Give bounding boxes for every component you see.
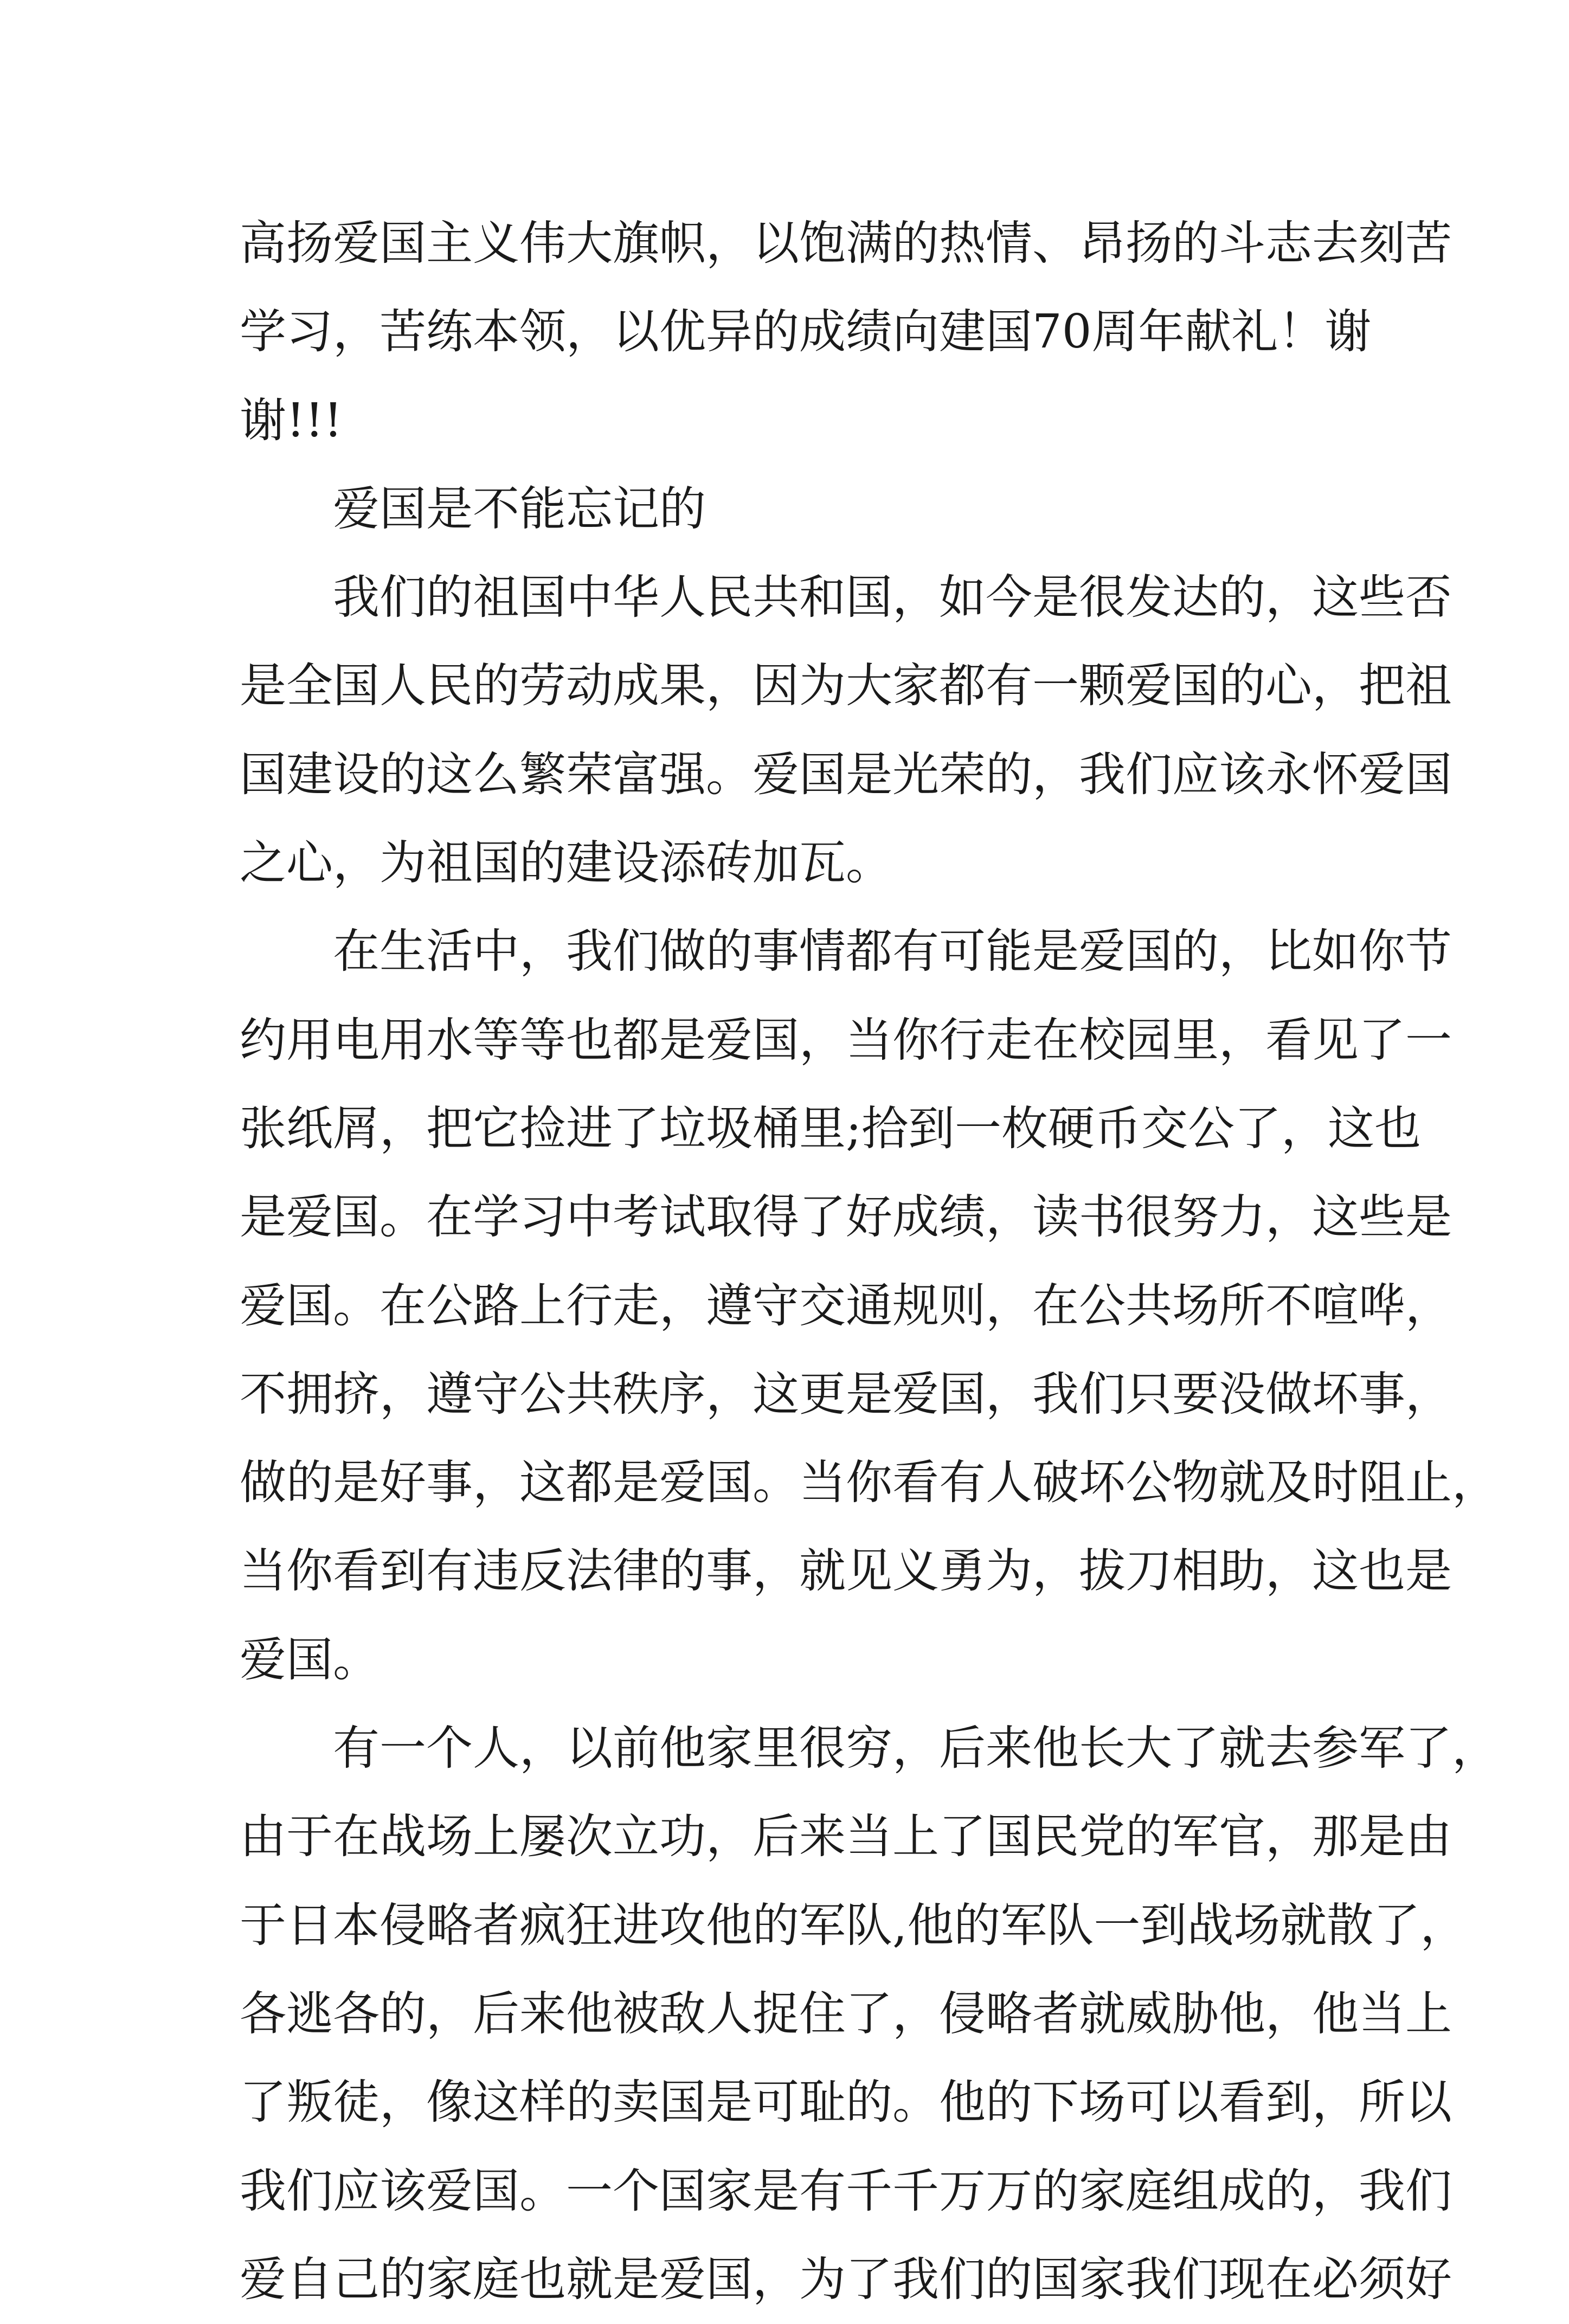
text-line: 在生活中，我们做的事情都有可能是爱国的，比如你节 bbox=[333, 924, 1452, 979]
text-line: 爱国。 bbox=[240, 1632, 380, 1687]
text-line: 约用电用水等等也都是爱国，当你行走在校园里，看见了一 bbox=[240, 1013, 1452, 1067]
text-line: 不拥挤，遵守公共秩序，这更是爱国，我们只要没做坏事， bbox=[240, 1367, 1452, 1421]
text-line: 爱国。在公路上行走，遵守交通规则，在公共场所不喧哗， bbox=[240, 1278, 1452, 1333]
text-line: 学习，苦练本领，以优异的成绩向建国70周年献礼！谢 bbox=[240, 305, 1372, 359]
text-line: 我们应该爱国。一个国家是有千千万万的家庭组成的，我们 bbox=[240, 2164, 1452, 2218]
text-line: 有一个人，以前他家里很穷，后来他长大了就去参军了， bbox=[333, 1721, 1499, 1776]
text-line: 爱国是不能忘记的 bbox=[333, 481, 706, 536]
body-text bbox=[240, 199, 1499, 2324]
text-line: 我们的祖国中华人民共和国，如今是很发达的，这些否 bbox=[333, 570, 1452, 625]
text-line: 爱自己的家庭也就是爱国，为了我们的国家我们现在必须好 bbox=[240, 2252, 1452, 2307]
text-line: 高扬爱国主义伟大旗帜，以饱满的热情、昂扬的斗志去刻苦 bbox=[240, 216, 1452, 271]
text-line: 各逃各的，后来他被敌人捉住了，侵略者就威胁他，他当上 bbox=[240, 1986, 1452, 2041]
text-line: 于日本侵略者疯狂进攻他的军队,他的军队一到战场就散了， bbox=[240, 1898, 1467, 1953]
text-line: 由于在战场上屡次立功，后来当上了国民党的军官，那是由 bbox=[240, 1810, 1452, 1864]
text-line: 了叛徒，像这样的卖国是可耻的。他的下场可以看到，所以 bbox=[240, 2075, 1452, 2130]
text-line: 国建设的这么繁荣富强。爱国是光荣的，我们应该永怀爱国 bbox=[240, 747, 1452, 802]
text-line: 张纸屑，把它捡进了垃圾桶里;拾到一枚硬币交公了，这也 bbox=[240, 1101, 1421, 1156]
text-line: 是全国人民的劳动成果，因为大家都有一颗爱国的心，把祖 bbox=[240, 659, 1452, 713]
text-line: 谢!!! bbox=[240, 393, 343, 448]
text-line: 当你看到有违反法律的事，就见义勇为，拔刀相助，这也是 bbox=[240, 1544, 1452, 1599]
text-line: 是爱国。在学习中考试取得了好成绩，读书很努力，这些是 bbox=[240, 1190, 1452, 1245]
text-line: 之心，为祖国的建设添砖加瓦。 bbox=[240, 836, 892, 891]
text-line: 做的是好事，这都是爱国。当你看有人破坏公物就及时阻止， bbox=[240, 1456, 1499, 1510]
